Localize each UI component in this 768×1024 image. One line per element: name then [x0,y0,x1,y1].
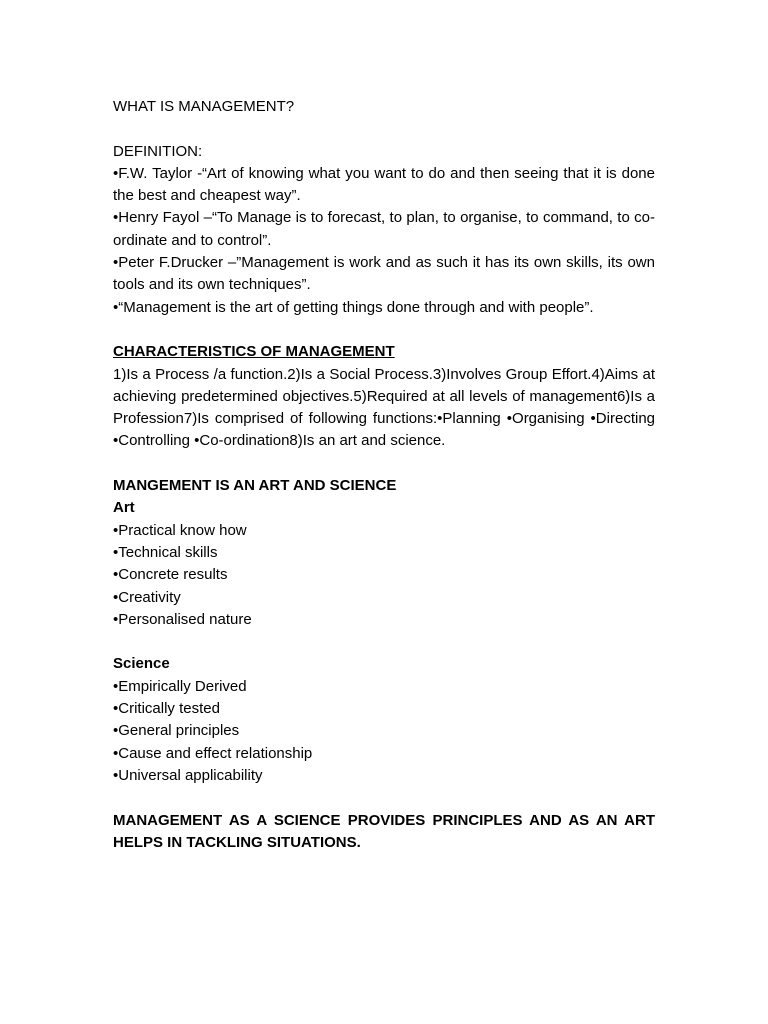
definition-item: •F.W. Taylor -“Art of knowing what you want to do and then seeing that it is done the best and cheapest way”. [113,164,655,205]
spacer [113,787,655,809]
spacer [113,453,655,475]
science-subheading: Science [113,655,170,673]
spacer [113,319,655,341]
science-list-item: •Critically tested [113,700,220,718]
definition-item: •Henry Fayol –“To Manage is to forecast, to plan, to organise, to command, to co-ordinate and to control”. [113,209,655,249]
definition-list [113,163,655,319]
page-title: WHAT IS MANAGEMENT? [113,98,295,115]
characteristics-paragraph: 1)Is a Process /a function.2)Is a Social Process.3)Involves Group Effort.4)Aims at achieving predetermined objectives.5)Required at all levels of management6)Is a Profession7)Is comprised of following functions:•Planning •Organising •Directing •Controlling •Co-ordination8)Is an art and science. [113,365,655,450]
spacer [113,118,655,140]
science-list-item: •Cause and effect relationship [113,744,313,762]
art-science-heading: MANGEMENT IS AN ART AND SCIENCE [113,477,397,495]
art-subheading: Art [113,499,135,517]
spacer [113,631,655,653]
science-list [113,676,655,787]
art-list-item: •Practical know how [113,521,247,539]
art-list-item: •Concrete results [113,566,228,584]
art-list-item: •Technical skills [113,543,218,561]
art-list-item: •Creativity [113,588,181,606]
definition-item: •“Management is the art of getting things done through and with people”. [113,298,594,316]
conclusion-paragraph: MANAGEMENT AS A SCIENCE PROVIDES PRINCIPLES AND AS AN ART HELPS IN TACKLING SITUATIONS. [113,811,655,851]
characteristics-heading: CHARACTERISTICS OF MANAGEMENT [113,343,395,361]
art-list [113,520,655,631]
document-page [113,96,655,854]
definition-heading: DEFINITION: [113,142,203,160]
science-list-item: •Universal applicability [113,766,263,784]
science-list-item: •General principles [113,722,240,740]
definition-item: •Peter F.Drucker –”Management is work and as such it has its own skills, its own tools and its own techniques”. [113,254,655,294]
art-list-item: •Personalised nature [113,610,252,628]
science-list-item: •Empirically Derived [113,677,247,695]
